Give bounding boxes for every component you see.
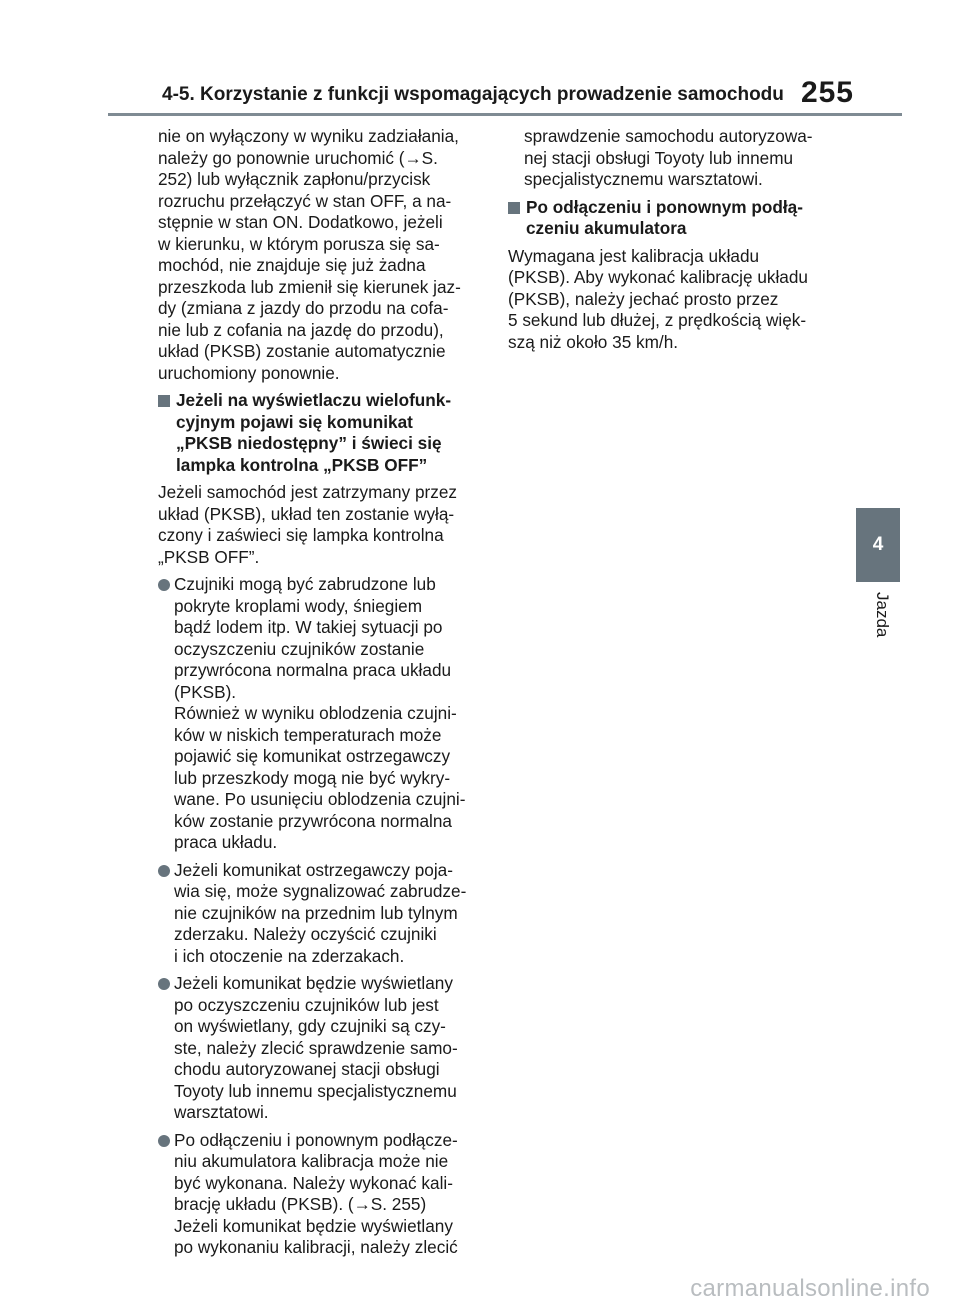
text-line: Toyoty lub innemu specjalistycznemu [174, 1080, 457, 1101]
bullet-text [174, 860, 488, 968]
text-line: czeniu akumulatora [526, 218, 687, 238]
text-line: (PKSB). [174, 681, 237, 702]
bullet-warning-message [158, 860, 488, 968]
paragraph-pksb-off [158, 482, 488, 568]
text-line: Również w wyniku oblodzenia czujni- [174, 703, 457, 723]
text-line: przywrócona normalna praca układu [174, 660, 452, 680]
heading-pksb-unavailable [158, 390, 488, 476]
text-line: bądź lodem itp. W takiej sytuacji po [174, 617, 443, 637]
text-line: Wymagana jest kalibracja układu [508, 245, 760, 266]
text-line: Jeżeli komunikat będzie wyświetlany [174, 973, 453, 993]
heading-text [526, 197, 838, 240]
chapter-tab: 4 [856, 508, 900, 582]
heading-text [176, 390, 488, 476]
text-line: mochód, nie znajduje się już żadna [158, 255, 426, 275]
text-line: Czujniki mogą być zabrudzone lub [174, 574, 436, 594]
text-line: Po odłączeniu i ponownym podłą- [526, 196, 803, 217]
page-header [0, 0, 960, 112]
text-line: lampka kontrolna „PKSB OFF” [176, 454, 428, 475]
text-line: nie lub z cofania na jazdę do przodu), [158, 319, 444, 340]
circle-bullet-icon [158, 579, 170, 591]
watermark: carmanualsonline.info [690, 1275, 930, 1302]
text-line: nie czujników na przednim lub tylnym [174, 902, 458, 923]
right-column [508, 126, 838, 359]
text-line: wane. Po usunięciu oblodzenia czujni- [174, 789, 466, 809]
heading-battery-reconnect [508, 197, 838, 240]
text-line: chodu autoryzowanej stacji obsługi [174, 1059, 440, 1079]
text-line: po oczyszczeniu czujników lub jest [174, 994, 439, 1015]
continued-text [508, 126, 838, 191]
bullet-sensors-dirty [158, 574, 488, 854]
page-number: 255 [800, 76, 854, 109]
text-line: pojawić się komunikat ostrzegawczy [174, 746, 451, 766]
text-line: brację układu (PKSB). (→S. 255) [174, 1194, 427, 1214]
square-bullet-icon [158, 395, 170, 407]
left-column [158, 126, 488, 1265]
text-line: Jeżeli samochód jest zatrzymany przez [158, 482, 457, 502]
chapter-label: Jazda [873, 592, 892, 638]
text-line: specjalistycznemu warsztatowi. [524, 169, 763, 189]
text-line: 252) lub wyłącznik zapłonu/przycisk [158, 169, 431, 189]
text-line: warsztatowi. [174, 1102, 269, 1122]
text-line: rozruchu przełączyć w stan OFF, a na- [158, 190, 452, 211]
text-line: lub przeszkody mogą nie być wykry- [174, 767, 451, 788]
text-line: cyjnym pojawi się komunikat [176, 411, 413, 432]
text-line: zderzaku. Należy oczyścić czujniki [174, 924, 437, 944]
text-line: w kierunku, w którym porusza się sa- [158, 233, 440, 254]
bullet-text [174, 973, 488, 1124]
text-line: nej stacji obsługi Toyoty lub innemu [524, 147, 794, 168]
circle-bullet-icon [158, 1135, 170, 1147]
text-line: Po odłączeniu i ponownym podłącze- [174, 1129, 458, 1150]
paragraph-calibration [508, 246, 838, 354]
text-line: uruchomiony ponownie. [158, 362, 340, 383]
text-line: być wykonana. Należy wykonać kali- [174, 1172, 453, 1193]
bullet-text [174, 574, 488, 854]
circle-bullet-icon [158, 978, 170, 990]
text-line: niu akumulatora kalibracja może nie [174, 1151, 449, 1171]
text-line: Jeżeli komunikat ostrzegawczy poja- [174, 859, 453, 880]
text-line: stępnie w stan ON. Dodatkowo, jeżeli [158, 212, 443, 232]
square-bullet-icon [508, 202, 520, 214]
text-line: przeszkoda lub zmienił się kierunek jaz- [158, 276, 461, 297]
text-line: nie on wyłączony w wyniku zadziałania, [158, 126, 459, 146]
text-line: „PKSB OFF”. [158, 546, 260, 567]
text-line: dy (zmiana z jazdy do przodu na cofa- [158, 298, 449, 318]
text-line: układ (PKSB), układ ten zostanie wyłą- [158, 503, 455, 524]
text-line: ków w niskich temperaturach może [174, 724, 442, 745]
text-line: (PKSB), należy jechać prosto przez [508, 288, 779, 309]
header-rule [108, 113, 902, 116]
text-line: ste, należy zlecić sprawdzenie samo- [174, 1037, 458, 1058]
section-title: 4-5. Korzystanie z funkcji wspomagających prowadzenie samochodu [162, 84, 784, 105]
text-line: „PKSB niedostępny” i świeci się [176, 433, 442, 453]
text-line: on wyświetlany, gdy czujniki są czy- [174, 1016, 446, 1036]
text-line: Jeżeli komunikat będzie wyświetlany [174, 1215, 453, 1236]
text-line: układ (PKSB) zostanie automatycznie [158, 341, 446, 361]
text-line: należy go ponownie uruchomić (→S. [158, 147, 438, 168]
bullet-message-persists [158, 973, 488, 1124]
text-line: sprawdzenie samochodu autoryzowa- [524, 126, 813, 146]
bullet-text [174, 1130, 488, 1259]
text-line: ków zostanie przywrócona normalna [174, 810, 452, 831]
text-line: szą niż około 35 km/h. [508, 331, 679, 352]
text-line: wia się, może sygnalizować zabrudze- [174, 881, 467, 901]
bullet-battery-reconnect [158, 1130, 488, 1259]
text-line: po wykonaniu kalibracji, należy zlecić [174, 1237, 458, 1257]
circle-bullet-icon [158, 865, 170, 877]
text-line: czony i zaświeci się lampka kontrolna [158, 525, 444, 545]
intro-paragraph [158, 126, 488, 384]
text-line: (PKSB). Aby wykonać kalibrację układu [508, 267, 808, 287]
text-line: pokryte kroplami wody, śniegiem [174, 595, 423, 616]
text-line: 5 sekund lub dłużej, z prędkością więk- [508, 310, 807, 330]
text-line: i ich otoczenie na zderzakach. [174, 945, 405, 966]
text-line: Jeżeli na wyświetlaczu wielofunk- [176, 390, 452, 410]
text-line: praca układu. [174, 832, 278, 852]
text-line: oczyszczeniu czujników zostanie [174, 638, 425, 659]
